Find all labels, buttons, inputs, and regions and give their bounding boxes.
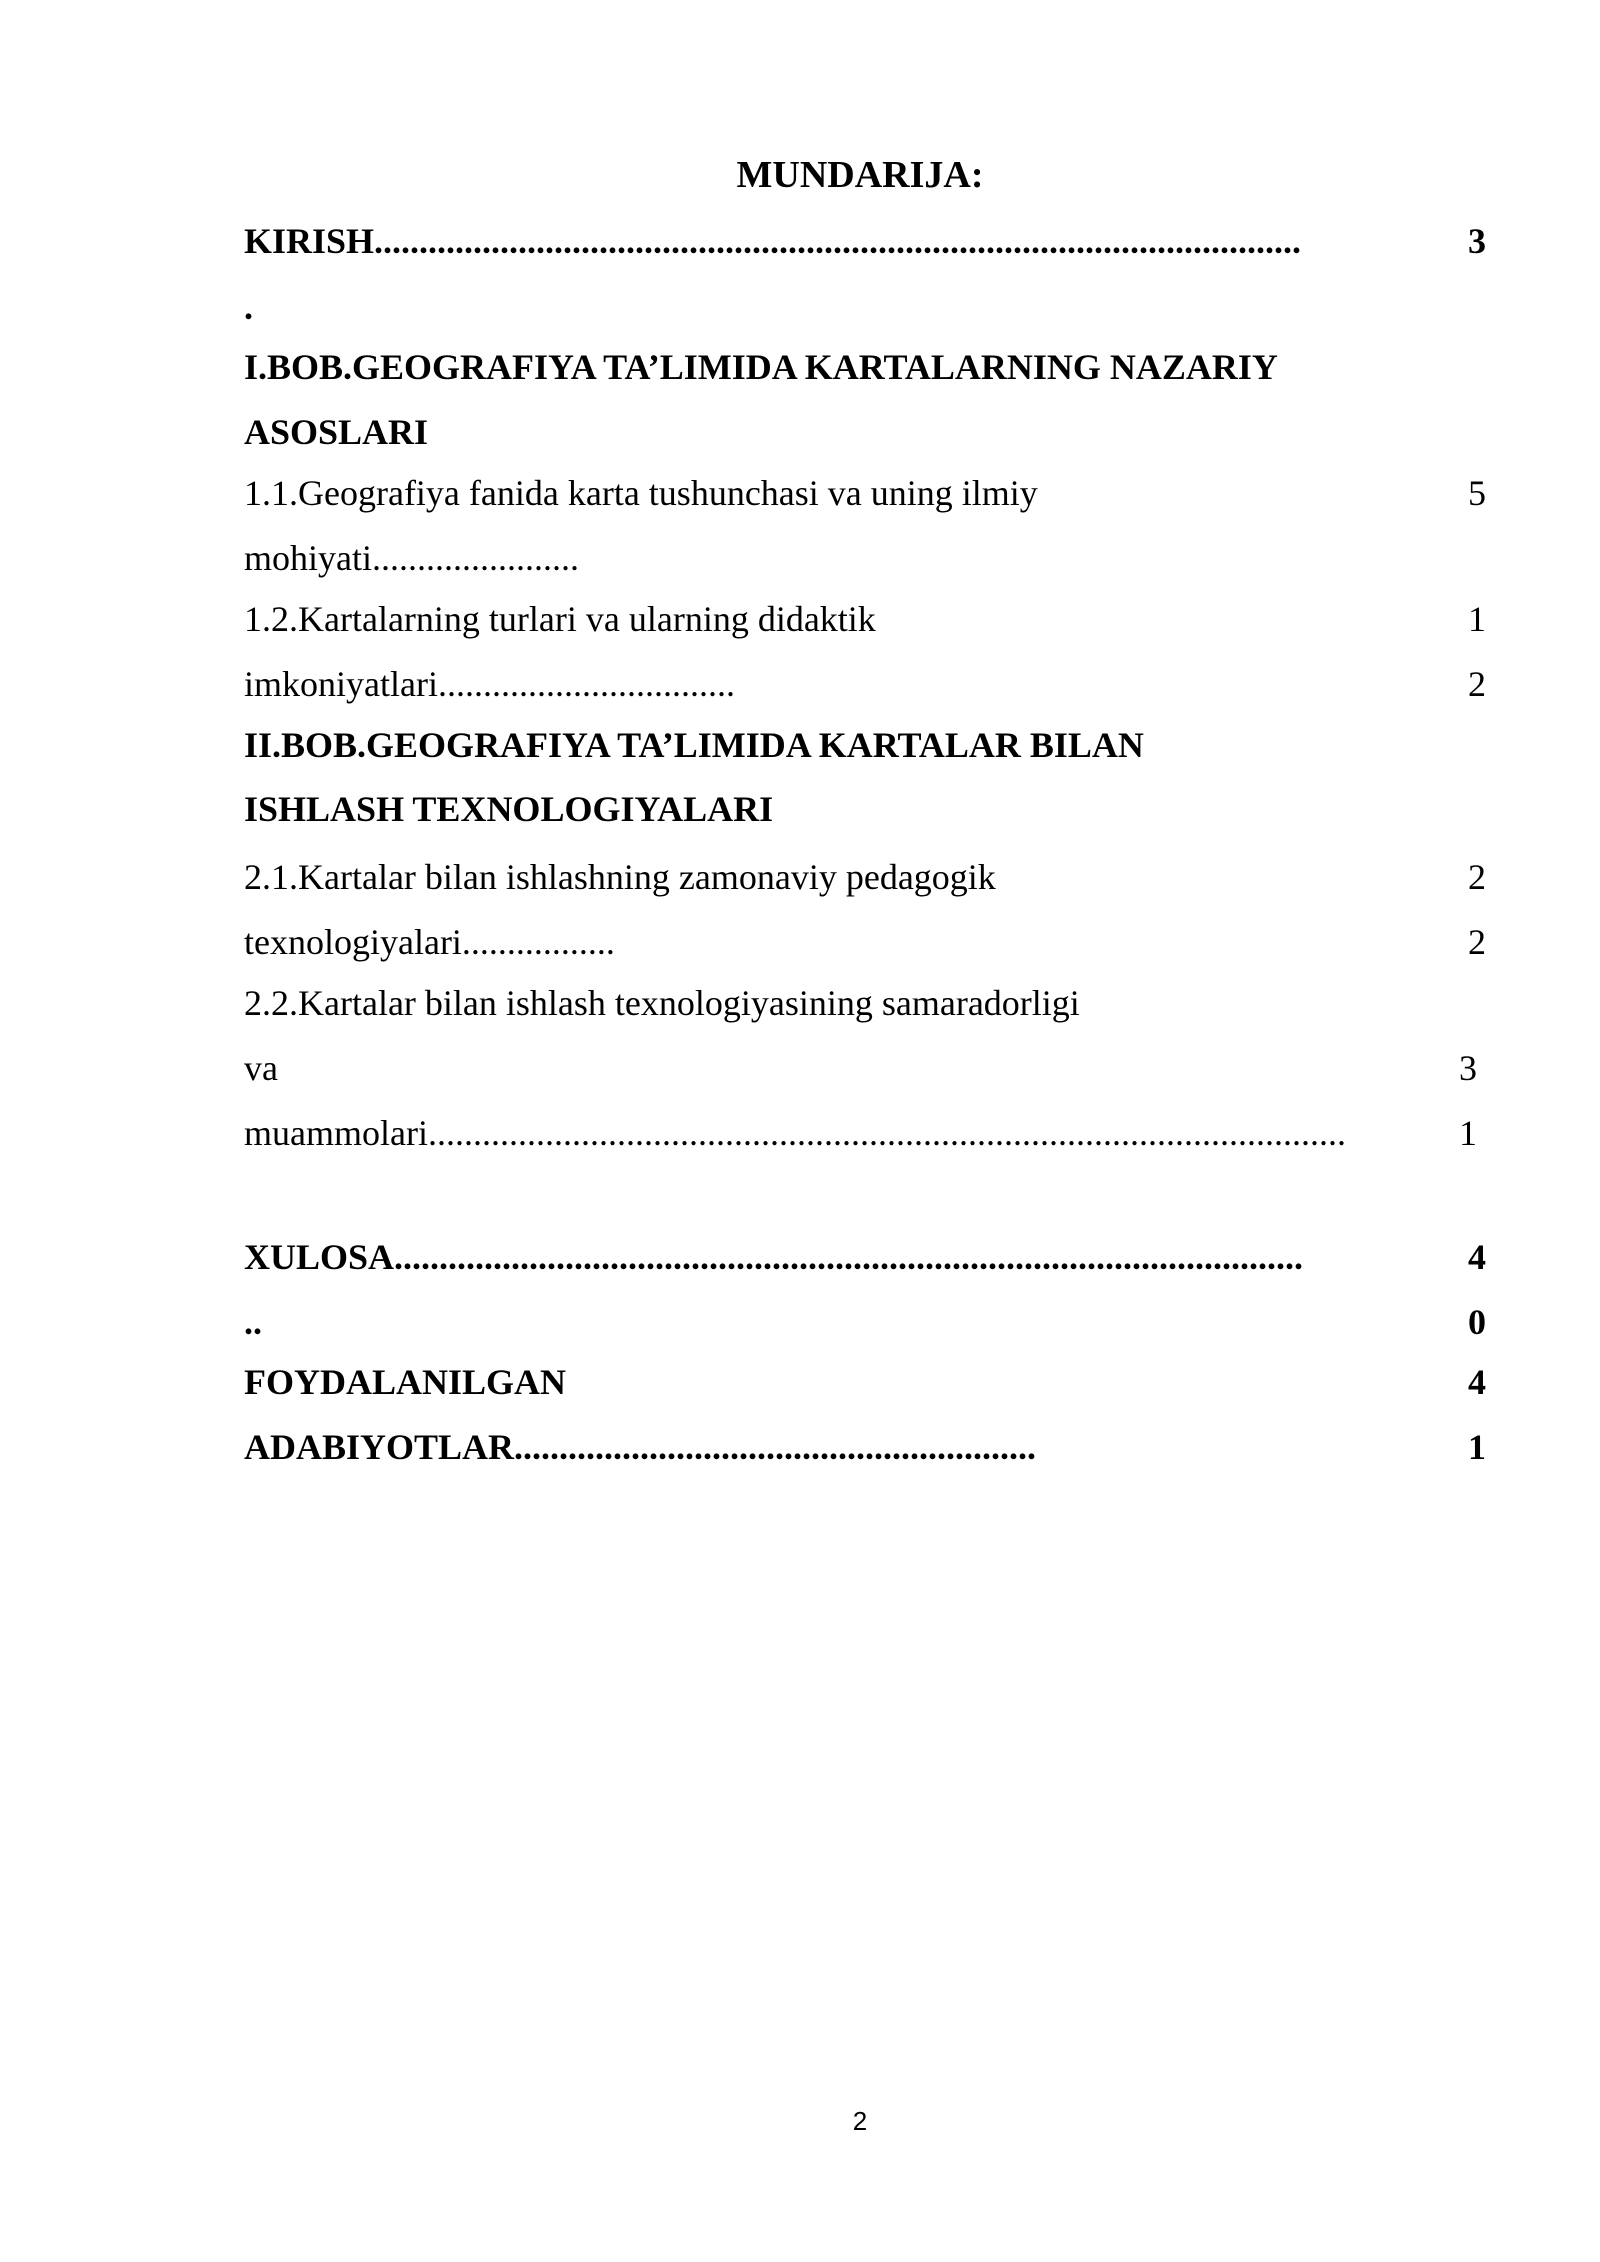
toc-kirish-dot: . [244,287,253,327]
toc-xulosa-dots: .. [244,1302,262,1342]
toc-kirish-page: 3 [1468,221,1486,261]
toc-bob1-line2: ASOSLARI [244,412,429,452]
toc-s22-line1: 2.2.Kartalar bilan ishlash texnologiyasining samaradorligi [244,983,1080,1023]
toc-foydalanilgan-line1: FOYDALANILGAN [244,1362,567,1402]
toc-s11-line2: mohiyati....................... [244,538,579,578]
toc-s22-page-b: 1 [1459,1113,1477,1153]
toc-s12-line2: imkoniyatlari................................. [244,664,735,704]
page-number: 2 [852,2106,868,2136]
toc-foydalanilgan-page-a: 4 [1468,1362,1486,1402]
toc-s21-line2: texnologiyalari................. [244,922,615,962]
toc-xulosa-page-a: 4 [1468,1237,1486,1277]
toc-s22-page-a: 3 [1459,1048,1477,1088]
toc-title: MUNDARIJA: [736,154,984,196]
toc-s21-page-a: 2 [1468,857,1486,897]
toc-bob2-line1: II.BOB.GEOGRAFIYA TA’LIMIDA KARTALAR BILAN [244,725,1144,765]
toc-foydalanilgan-line2: ADABIYOTLAR.......................................................... [244,1427,1037,1467]
toc-s12-page-b: 2 [1468,664,1486,704]
toc-s22-line3: muammolari...................................................................................................... [244,1113,1346,1153]
toc-s11-line1: 1.1.Geografiya fanida karta tushunchasi va uning ilmiy [244,473,1038,513]
toc-xulosa: XULOSA..................................................................................................... [244,1237,1304,1277]
toc-s11-page: 5 [1468,473,1486,513]
toc-s12-line1: 1.2.Kartalarning turlari va ularning didaktik [244,599,876,639]
toc-s21-line1: 2.1.Kartalar bilan ishlashning zamonaviy pedagogik [244,857,996,897]
toc-foydalanilgan-page-b: 1 [1468,1427,1486,1467]
toc-s21-page-b: 2 [1468,922,1486,962]
toc-xulosa-page-b: 0 [1468,1302,1486,1342]
toc-s22-line2: va [244,1048,278,1088]
toc-s12-page-a: 1 [1468,599,1486,639]
toc-bob2-line2: ISHLASH TEXNOLOGIYALARI [244,789,774,829]
toc-bob1-line1: I.BOB.GEOGRAFIYA TA’LIMIDA KARTALARNING NAZARIY [244,347,1278,387]
toc-kirish: KIRISH....................................................................................................... [244,221,1302,261]
